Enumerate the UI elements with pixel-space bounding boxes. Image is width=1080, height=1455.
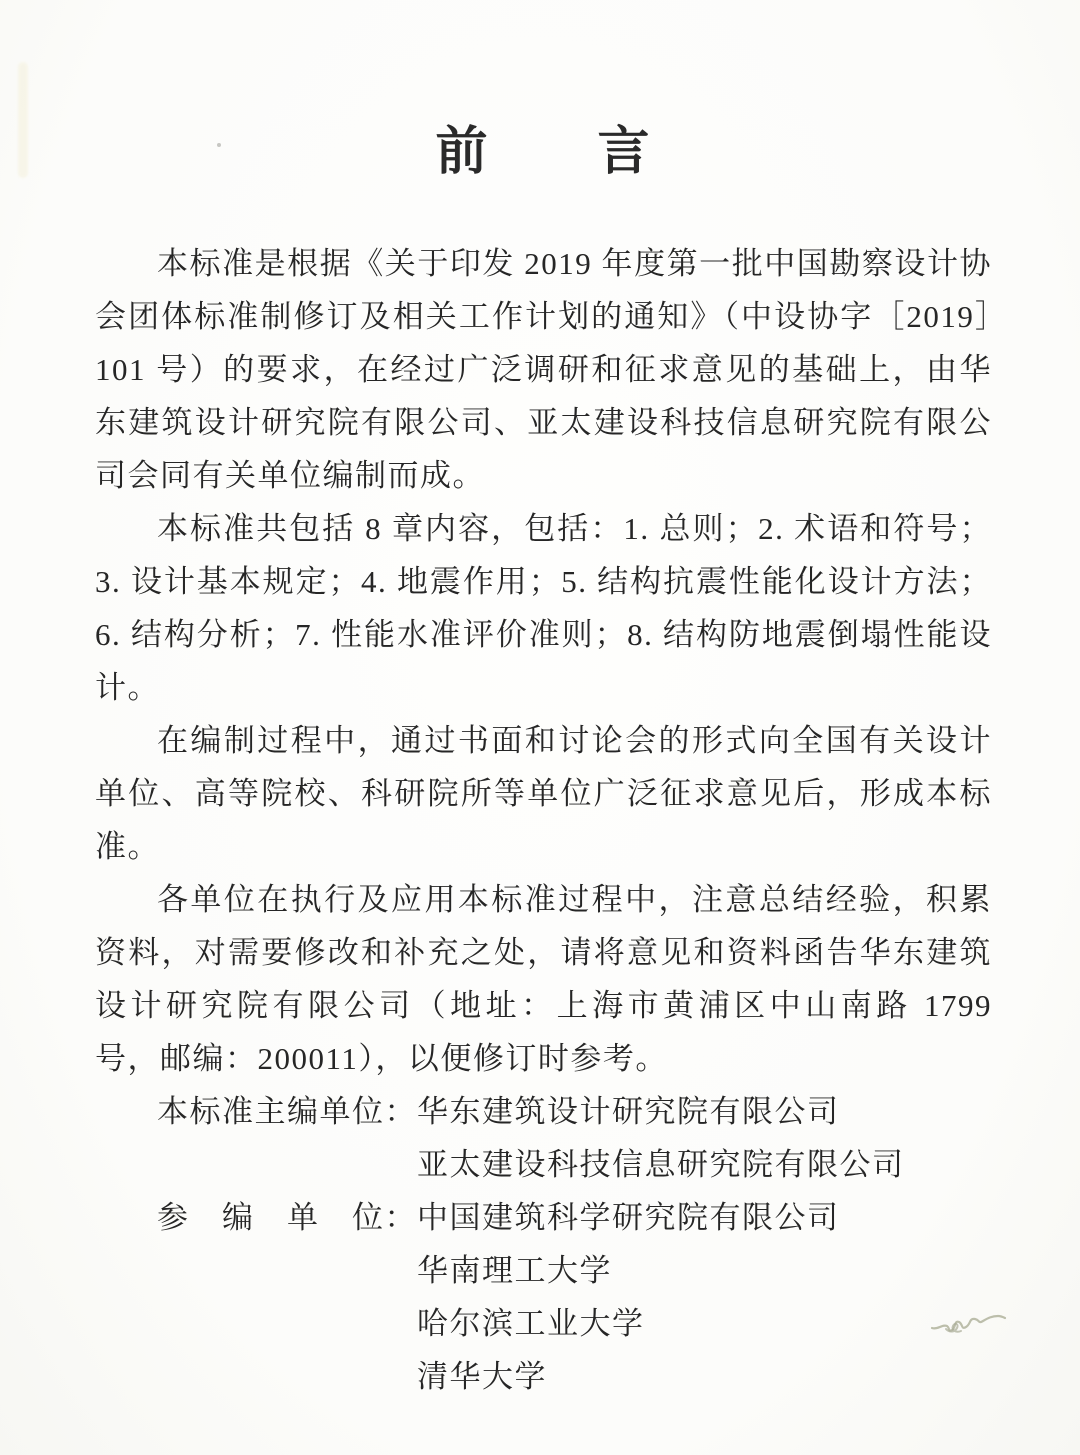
paragraph-drafting-process: 在编制过程中，通过书面和讨论会的形式向全国有关设计单位、高等院校、科研院所等单位广泛征求意见后，形成本标准。 <box>95 723 992 865</box>
organization-item: 中国建筑科学研究院有限公司 <box>417 1200 840 1236</box>
organization-item: 华东建筑设计研究院有限公司 <box>417 1094 840 1130</box>
chief-editor-unit-row <box>157 1085 992 1191</box>
paragraph-basis: 本标准是根据《关于印发 2019 年度第一批中国勘察设计协会团体标准制修订及相关工作计划的通知》（中设协字［2019］101 号）的要求，在经过广泛调研和征求意见的基础上，由华东建筑设计研究院有限公司、亚太建设科技信息研究院有限公司会同有关单位编制而成。 <box>95 246 992 494</box>
organizations-section <box>95 1085 992 1403</box>
participating-unit-list <box>417 1191 840 1403</box>
participating-unit-label: 参 编 单 位： <box>157 1200 417 1236</box>
chief-editor-unit-list <box>417 1085 905 1191</box>
page-content <box>95 0 992 1403</box>
chief-editor-unit-label: 本标准主编单位： <box>157 1094 417 1130</box>
scan-streak-artifact <box>18 62 28 178</box>
organization-item: 华南理工大学 <box>417 1253 612 1289</box>
organization-item: 清华大学 <box>417 1359 547 1395</box>
paragraph-contents: 本标准共包括 8 章内容，包括：1. 总则；2. 术语和符号；3. 设计基本规定；4. 地震作用；5. 结构抗震性能化设计方法；6. 结构分析；7. 性能水准评价准则；8. 结构防地震倒塌性能设计。 <box>95 511 992 706</box>
organization-item: 亚太建设科技信息研究院有限公司 <box>417 1147 905 1183</box>
body-text <box>95 237 992 1403</box>
organization-item: 哈尔滨工业大学 <box>417 1306 645 1342</box>
participating-unit-row <box>157 1191 992 1403</box>
paragraph-feedback-request: 各单位在执行及应用本标准过程中，注意总结经验，积累资料，对需要修改和补充之处，请将意见和资料函告华东建筑设计研究院有限公司（地址：上海市黄浦区中山南路 1799 号，邮编：200011），以便修订时参考。 <box>95 882 992 1077</box>
page-title: 前 言 <box>435 124 652 181</box>
